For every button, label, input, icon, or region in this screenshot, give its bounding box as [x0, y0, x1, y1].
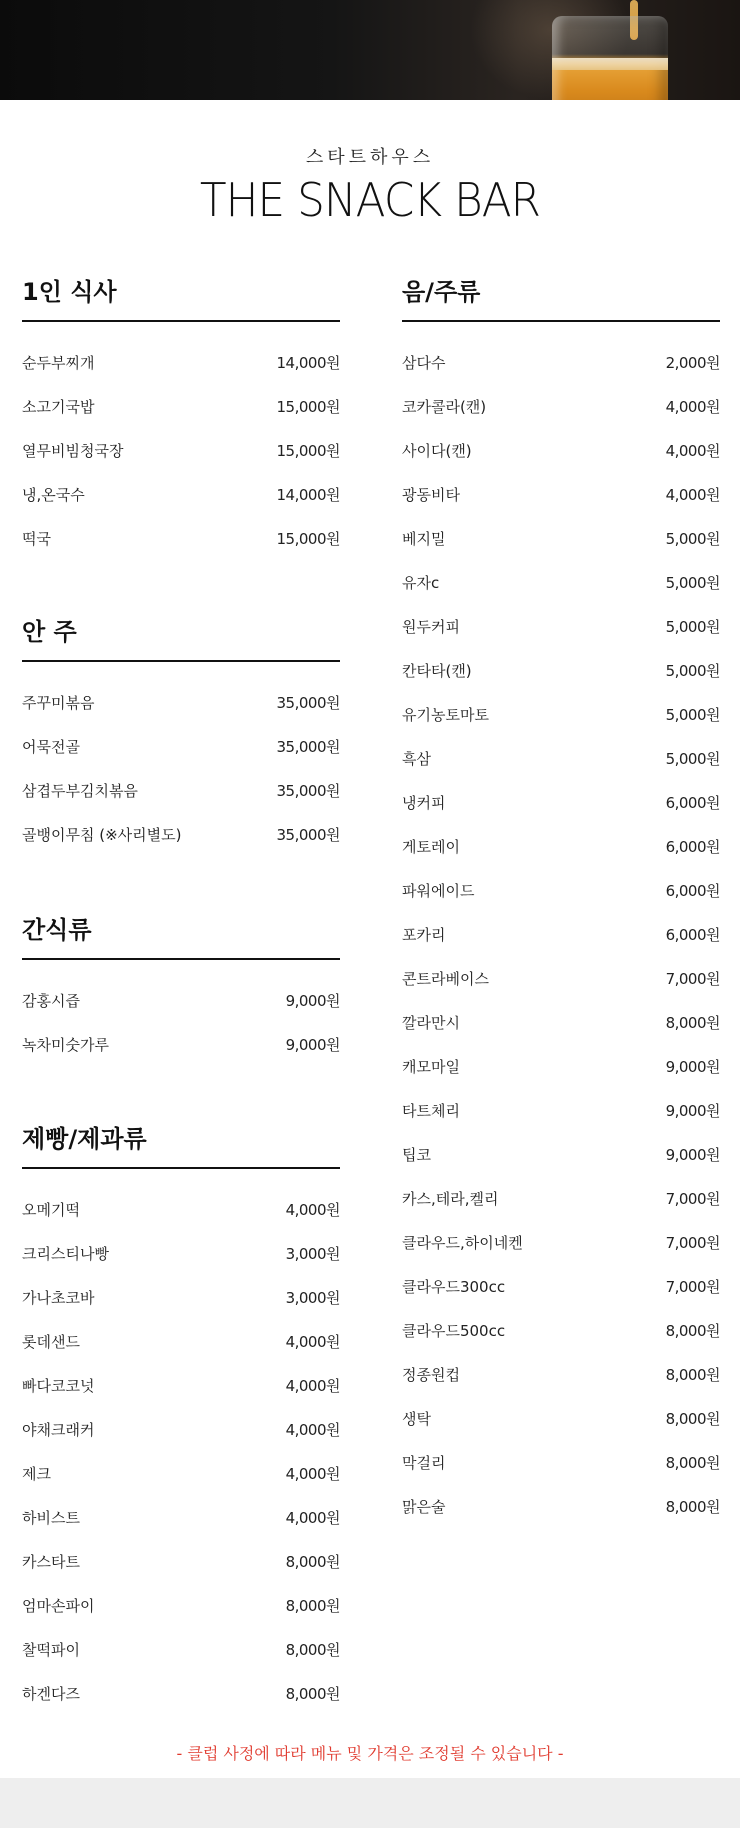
menu-item — [22, 1539, 340, 1583]
section-drinks — [402, 272, 720, 1528]
menu-list-anju — [22, 680, 340, 856]
menu-item — [402, 1484, 720, 1528]
menu-item-price: 4,000원 — [285, 1420, 340, 1439]
section-title-bakery: 제빵/제과류 — [22, 1125, 147, 1153]
hero-beer-photo — [0, 0, 740, 100]
menu-item — [22, 1407, 340, 1451]
menu-item — [22, 1451, 340, 1495]
menu-item — [22, 724, 340, 768]
menu-item — [22, 978, 340, 1022]
menu-item-price: 5,000원 — [665, 661, 720, 680]
menu-item-price: 5,000원 — [665, 705, 720, 724]
menu-item-price: 3,000원 — [285, 1288, 340, 1307]
menu-item-name: 맑은술 — [402, 1497, 446, 1516]
menu-item-name: 카스,테라,켈리 — [402, 1189, 499, 1208]
menu-item — [402, 956, 720, 1000]
menu-item-price: 6,000원 — [665, 793, 720, 812]
section-title-drinks: 음/주류 — [402, 278, 481, 306]
menu-item — [22, 1319, 340, 1363]
menu-item — [22, 340, 340, 384]
menu-item — [402, 912, 720, 956]
menu-item-name: 골뱅이무침 (※사리별도) — [22, 825, 182, 844]
menu-item — [22, 812, 340, 856]
menu-item — [22, 384, 340, 428]
menu-item-name: 흑삼 — [402, 749, 431, 768]
menu-item — [402, 692, 720, 736]
menu-item — [22, 1671, 340, 1715]
menu-item-name: 엄마손파이 — [22, 1596, 95, 1615]
menu-item-price: 8,000원 — [665, 1453, 720, 1472]
menu-item — [402, 472, 720, 516]
menu-item-name: 오메기떡 — [22, 1200, 80, 1219]
menu-item-price: 5,000원 — [665, 749, 720, 768]
menu-item — [22, 768, 340, 812]
menu-item-price: 4,000원 — [285, 1200, 340, 1219]
menu-item-name: 광동비타 — [402, 485, 460, 504]
menu-item-price: 5,000원 — [665, 573, 720, 592]
menu-item-price: 8,000원 — [665, 1409, 720, 1428]
menu-item-name: 감홍시즙 — [22, 991, 80, 1010]
section-divider — [22, 958, 340, 960]
page-footer — [0, 1778, 740, 1828]
menu-item-name: 코카콜라(캔) — [402, 397, 487, 416]
menu-item — [402, 780, 720, 824]
section-divider — [22, 320, 340, 322]
menu-item-price: 9,000원 — [285, 991, 340, 1010]
menu-list-meal — [22, 340, 340, 560]
menu-item-name: 타트체리 — [402, 1101, 460, 1120]
menu-item-name: 냉,온국수 — [22, 485, 85, 504]
menu-item-price: 8,000원 — [665, 1013, 720, 1032]
section-title-anju: 안 주 — [22, 618, 77, 646]
menu-item-name: 빠다코코넛 — [22, 1376, 95, 1395]
price-change-notice: - 클럽 사정에 따라 메뉴 및 가격은 조정될 수 있습니다 - — [176, 1744, 564, 1763]
menu-item — [22, 1022, 340, 1066]
menu-item-name: 베지밀 — [402, 529, 446, 548]
menu-item — [22, 516, 340, 560]
menu-item-name: 냉커피 — [402, 793, 446, 812]
section-title-snack: 간식류 — [22, 916, 92, 944]
section-snack — [22, 910, 340, 1066]
menu-list-bakery — [22, 1187, 340, 1715]
menu-item-price: 4,000원 — [285, 1464, 340, 1483]
menu-item-name: 클라우드,하이네켄 — [402, 1233, 523, 1252]
menu-item — [402, 384, 720, 428]
menu-item-name: 제크 — [22, 1464, 51, 1483]
menu-item-price: 4,000원 — [285, 1376, 340, 1395]
menu-item-name: 정종원컵 — [402, 1365, 460, 1384]
menu-item-price: 35,000원 — [276, 693, 340, 712]
menu-item-price: 15,000원 — [276, 397, 340, 416]
menu-item-price: 9,000원 — [665, 1101, 720, 1120]
menu-item — [22, 1187, 340, 1231]
menu-item-name: 클라우드500cc — [402, 1321, 506, 1340]
menu-item — [402, 1088, 720, 1132]
menu-item-name: 하겐다즈 — [22, 1684, 80, 1703]
menu-item-name: 클라우드300cc — [402, 1277, 506, 1296]
menu-item-price: 6,000원 — [665, 925, 720, 944]
menu-item — [402, 516, 720, 560]
hero-beer-foam — [552, 58, 668, 70]
menu-item — [402, 1440, 720, 1484]
menu-item-name: 하비스트 — [22, 1508, 80, 1527]
menu-item-price: 4,000원 — [665, 397, 720, 416]
menu-item-name: 삼겹두부김치볶음 — [22, 781, 138, 800]
menu-item-name: 어묵전골 — [22, 737, 80, 756]
menu-item — [402, 868, 720, 912]
menu-item-name: 포카리 — [402, 925, 446, 944]
menu-item-price: 8,000원 — [285, 1684, 340, 1703]
menu-item-price: 6,000원 — [665, 881, 720, 900]
menu-item — [22, 1231, 340, 1275]
menu-item — [402, 1176, 720, 1220]
menu-item-price: 35,000원 — [276, 737, 340, 756]
menu-item-price: 8,000원 — [665, 1497, 720, 1516]
menu-item — [402, 340, 720, 384]
menu-item — [402, 1000, 720, 1044]
menu-item — [402, 1044, 720, 1088]
menu-item-price: 7,000원 — [665, 969, 720, 988]
section-anju — [22, 612, 340, 856]
page-title: THE SNACK BAR — [199, 173, 541, 227]
menu-item-name: 가나초코바 — [22, 1288, 95, 1307]
venue-subtitle: 스타트하우스 — [305, 147, 435, 168]
menu-item — [402, 560, 720, 604]
menu-item-name: 깔라만시 — [402, 1013, 460, 1032]
menu-item — [402, 1132, 720, 1176]
menu-item-price: 7,000원 — [665, 1277, 720, 1296]
menu-item-name: 롯데샌드 — [22, 1332, 80, 1351]
menu-item — [402, 824, 720, 868]
menu-item — [402, 736, 720, 780]
menu-item-name: 유자c — [402, 573, 440, 592]
menu-item — [22, 1627, 340, 1671]
menu-item-name: 원두커피 — [402, 617, 460, 636]
section-title-meal: 1인 식사 — [22, 278, 117, 306]
menu-item-name: 크리스티나빵 — [22, 1244, 109, 1263]
menu-item-price: 8,000원 — [665, 1365, 720, 1384]
menu-item-price: 4,000원 — [665, 485, 720, 504]
menu-item — [402, 1264, 720, 1308]
menu-item-price: 8,000원 — [285, 1552, 340, 1571]
menu-item-price: 8,000원 — [285, 1640, 340, 1659]
menu-item-price: 35,000원 — [276, 825, 340, 844]
menu-item — [22, 428, 340, 472]
menu-item-price: 6,000원 — [665, 837, 720, 856]
menu-item-name: 파워에이드 — [402, 881, 475, 900]
menu-item — [22, 1495, 340, 1539]
menu-item — [402, 1220, 720, 1264]
menu-item-price: 15,000원 — [276, 529, 340, 548]
menu-item-price: 7,000원 — [665, 1189, 720, 1208]
menu-item — [22, 1583, 340, 1627]
menu-item-price: 14,000원 — [276, 353, 340, 372]
menu-item-name: 열무비빔청국장 — [22, 441, 124, 460]
menu-item — [22, 1363, 340, 1407]
menu-item-price: 2,000원 — [665, 353, 720, 372]
section-divider — [22, 660, 340, 662]
menu-item-price: 35,000원 — [276, 781, 340, 800]
menu-item — [22, 472, 340, 516]
menu-list-drinks — [402, 340, 720, 1528]
menu-item-name: 유기농토마토 — [402, 705, 489, 724]
menu-item — [22, 680, 340, 724]
menu-item-price: 9,000원 — [665, 1057, 720, 1076]
menu-item-name: 녹차미숫가루 — [22, 1035, 109, 1054]
menu-item-price: 9,000원 — [665, 1145, 720, 1164]
menu-item-price: 5,000원 — [665, 529, 720, 548]
menu-item-price: 5,000원 — [665, 617, 720, 636]
section-divider — [402, 320, 720, 322]
menu-item-name: 팁코 — [402, 1145, 431, 1164]
menu-item-price: 8,000원 — [665, 1321, 720, 1340]
menu-item-name: 게토레이 — [402, 837, 460, 856]
menu-item-name: 콘트라베이스 — [402, 969, 489, 988]
section-meal — [22, 272, 340, 560]
menu-list-snack — [22, 978, 340, 1066]
menu-item-price: 14,000원 — [276, 485, 340, 504]
menu-item — [402, 428, 720, 472]
menu-item-name: 막걸리 — [402, 1453, 446, 1472]
menu-item — [22, 1275, 340, 1319]
menu-item-price: 4,000원 — [285, 1508, 340, 1527]
menu-item-name: 주꾸미볶음 — [22, 693, 95, 712]
menu-item-name: 순두부찌개 — [22, 353, 95, 372]
menu-item-price: 9,000원 — [285, 1035, 340, 1054]
menu-item-name: 찰떡파이 — [22, 1640, 80, 1659]
menu-item — [402, 1396, 720, 1440]
menu-item-price: 4,000원 — [665, 441, 720, 460]
menu-item-name: 사이다(캔) — [402, 441, 472, 460]
menu-item-price: 8,000원 — [285, 1596, 340, 1615]
menu-item-name: 생탁 — [402, 1409, 431, 1428]
menu-item — [402, 648, 720, 692]
menu-item-name: 삼다수 — [402, 353, 446, 372]
menu-item-price: 7,000원 — [665, 1233, 720, 1252]
menu-item-name: 야채크래커 — [22, 1420, 95, 1439]
menu-item-name: 캐모마일 — [402, 1057, 460, 1076]
menu-item-price: 4,000원 — [285, 1332, 340, 1351]
menu-item-price: 3,000원 — [285, 1244, 340, 1263]
section-bakery — [22, 1119, 340, 1715]
menu-item-name: 카스타트 — [22, 1552, 80, 1571]
section-divider — [22, 1167, 340, 1169]
menu-item — [402, 1352, 720, 1396]
menu-item-price: 15,000원 — [276, 441, 340, 460]
menu-item-name: 소고기국밥 — [22, 397, 95, 416]
menu-item-name: 떡국 — [22, 529, 51, 548]
menu-item — [402, 604, 720, 648]
menu-item-name: 칸타타(캔) — [402, 661, 472, 680]
menu-item — [402, 1308, 720, 1352]
